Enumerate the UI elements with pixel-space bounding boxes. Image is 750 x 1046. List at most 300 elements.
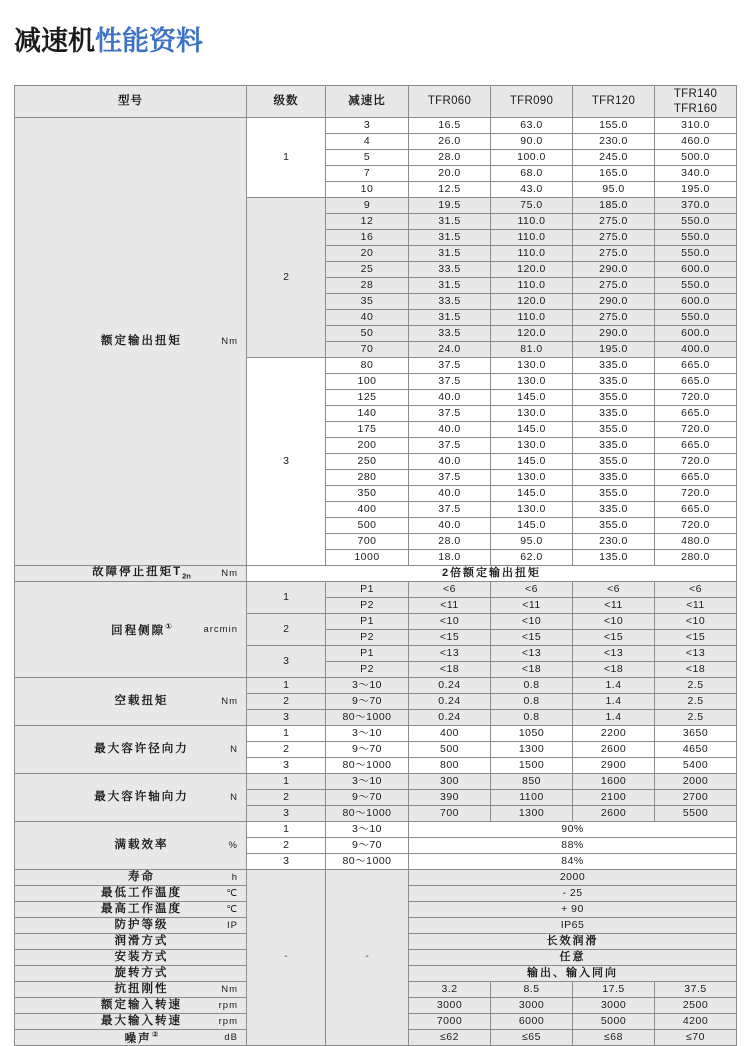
ratio-cell: 80～1000 [326,806,409,822]
value-cell: 145.0 [491,486,573,502]
value-cell: 460.0 [655,134,737,150]
value-cell: <10 [573,614,655,630]
value-cell: 17.5 [573,982,655,998]
value-cell: <6 [655,582,737,598]
value-cell: 135.0 [573,550,655,566]
value-cell: 500 [409,742,491,758]
table-header-row [15,86,737,118]
ratio-cell: 250 [326,454,409,470]
ratio-cell: 200 [326,438,409,454]
ratio-cell: 4 [326,134,409,150]
value-cell: 130.0 [491,374,573,390]
value-cell: 16.5 [409,118,491,134]
value-cell-merged: + 90 [409,902,737,918]
value-cell: <10 [655,614,737,630]
row-unit: Nm [221,695,238,707]
header-ratio: 减速比 [326,86,409,118]
value-cell: 290.0 [573,326,655,342]
row-label-text: 噪声② [124,1029,159,1045]
row-unit: arcmin [203,623,238,635]
value-cell-merged: 长效润滑 [409,934,737,950]
value-cell: 145.0 [491,422,573,438]
value-cell: 0.8 [491,678,573,694]
value-cell-merged: 84% [409,854,737,870]
value-cell: <6 [491,582,573,598]
value-cell: 335.0 [573,374,655,390]
row-unit: Nm [221,983,238,995]
grade-cell: P2 [326,662,409,678]
header-model-col-2: TFR090 [491,86,573,118]
value-cell: 800 [409,758,491,774]
table-row [15,822,737,838]
value-cell: 2500 [655,998,737,1014]
row-label-润滑方式 [15,934,247,950]
row-label-text: 回程侧隙① [111,621,172,637]
ratio-cell: 80～1000 [326,758,409,774]
value-cell: 33.5 [409,262,491,278]
header-model: 型号 [15,86,247,118]
stage-cell: 3 [247,710,326,726]
row-unit: rpm [218,999,238,1011]
value-cell: 4200 [655,1014,737,1030]
value-cell: 195.0 [573,342,655,358]
stage-cell: 2 [247,198,326,358]
value-cell: 665.0 [655,502,737,518]
value-cell: 110.0 [491,278,573,294]
grade-cell: P2 [326,598,409,614]
ratio-cell: 20 [326,246,409,262]
value-cell: <18 [655,662,737,678]
ratio-cell: 80～1000 [326,710,409,726]
value-cell: 700 [409,806,491,822]
value-cell: 290.0 [573,294,655,310]
value-cell-merged: IP65 [409,918,737,934]
value-cell: ≤65 [491,1030,573,1046]
value-cell: 400.0 [655,342,737,358]
stage-cell-placeholder: - [247,870,326,1046]
row-unit: % [228,839,238,851]
value-cell: 600.0 [655,294,737,310]
ratio-cell: 3～10 [326,774,409,790]
table-row [15,678,737,694]
value-cell: 2200 [573,726,655,742]
value-cell: 2700 [655,790,737,806]
value-cell: <6 [573,582,655,598]
ratio-cell: 50 [326,326,409,342]
ratio-cell: 10 [326,182,409,198]
value-cell: 355.0 [573,422,655,438]
ratio-cell: 16 [326,230,409,246]
grade-cell: P2 [326,630,409,646]
value-cell: 1600 [573,774,655,790]
value-cell: <15 [573,630,655,646]
row-label-防护等级 [15,918,247,934]
ratio-cell: 3～10 [326,822,409,838]
value-cell: 1300 [491,806,573,822]
header-model-col-3: TFR120 [573,86,655,118]
value-cell: 275.0 [573,310,655,326]
stage-cell: 3 [247,758,326,774]
row-unit: rpm [218,1015,238,1027]
value-cell: 4650 [655,742,737,758]
value-cell: 62.0 [491,550,573,566]
value-cell: 3000 [573,998,655,1014]
value-cell: 355.0 [573,390,655,406]
ratio-cell: 9～70 [326,838,409,854]
row-label-max-axial-force [15,774,247,822]
value-cell: 275.0 [573,246,655,262]
value-cell: <18 [491,662,573,678]
stage-cell: 1 [247,822,326,838]
stage-cell: 1 [247,118,326,198]
value-cell: 720.0 [655,454,737,470]
ratio-cell: 700 [326,534,409,550]
value-cell: 145.0 [491,454,573,470]
value-cell: 335.0 [573,438,655,454]
table-row [15,582,737,598]
ratio-cell: 400 [326,502,409,518]
value-cell: 37.5 [409,406,491,422]
value-cell: 0.8 [491,694,573,710]
value-cell: 310.0 [655,118,737,134]
value-cell: 275.0 [573,214,655,230]
value-cell: <11 [655,598,737,614]
value-cell: 95.0 [491,534,573,550]
value-cell: 230.0 [573,134,655,150]
ratio-cell: 9～70 [326,694,409,710]
ratio-cell: 9～70 [326,790,409,806]
value-cell: 31.5 [409,230,491,246]
value-cell: 2.5 [655,678,737,694]
value-cell: 31.5 [409,278,491,294]
value-cell: <11 [491,598,573,614]
row-label-full-load-efficiency [15,822,247,870]
value-cell: 1500 [491,758,573,774]
row-unit: N [230,791,238,803]
value-cell: 8.5 [491,982,573,998]
value-cell: 37.5 [409,358,491,374]
value-cell: 6000 [491,1014,573,1030]
value-cell: 110.0 [491,214,573,230]
value-cell: 3000 [409,998,491,1014]
value-cell: 2600 [573,742,655,758]
value-cell: 81.0 [491,342,573,358]
value-cell: 40.0 [409,454,491,470]
row-label-旋转方式 [15,966,247,982]
page-title [14,28,203,55]
value-cell: 37.5 [409,374,491,390]
value-cell: 100.0 [491,150,573,166]
value-cell: 120.0 [491,326,573,342]
ratio-cell: 40 [326,310,409,326]
ratio-cell: 3～10 [326,678,409,694]
value-cell: 400 [409,726,491,742]
value-cell: 500.0 [655,150,737,166]
value-cell: 145.0 [491,518,573,534]
value-cell: <15 [491,630,573,646]
value-cell: 130.0 [491,406,573,422]
row-label-抗扭刚性 [15,982,247,998]
value-cell: 5500 [655,806,737,822]
value-cell: 20.0 [409,166,491,182]
value-cell: <10 [491,614,573,630]
value-cell: <13 [573,646,655,662]
grade-cell: P1 [326,614,409,630]
value-cell: 600.0 [655,262,737,278]
page-title-primary: 减速机 [14,26,95,56]
value-cell: 43.0 [491,182,573,198]
value-cell: 1050 [491,726,573,742]
value-cell: 37.5 [409,470,491,486]
value-cell: 155.0 [573,118,655,134]
value-cell: 3650 [655,726,737,742]
row-label-寿命 [15,870,247,886]
ratio-cell: 80 [326,358,409,374]
header-model-col-4: TFR140 TFR160 [655,86,737,118]
value-cell: 0.24 [409,710,491,726]
row-label-噪声 [15,1030,247,1046]
value-cell: 335.0 [573,502,655,518]
row-label-no-load-torque [15,678,247,726]
value-cell: <10 [409,614,491,630]
row-label-max-radial-force [15,726,247,774]
value-cell: 68.0 [491,166,573,182]
ratio-cell: 80～1000 [326,854,409,870]
value-cell: 665.0 [655,374,737,390]
stage-cell: 1 [247,774,326,790]
value-cell: 130.0 [491,470,573,486]
table-row [15,566,737,582]
value-cell: 37.5 [409,438,491,454]
ratio-cell: 25 [326,262,409,278]
row-label-额定输入转速 [15,998,247,1014]
value-cell: 1100 [491,790,573,806]
row-label-backlash [15,582,247,678]
ratio-cell: 3 [326,118,409,134]
row-unit: IP [227,919,238,931]
value-cell: 550.0 [655,310,737,326]
value-cell: <6 [409,582,491,598]
value-cell: 37.5 [655,982,737,998]
ratio-cell: 175 [326,422,409,438]
stage-cell: 1 [247,582,326,614]
value-cell: 185.0 [573,198,655,214]
ratio-cell: 70 [326,342,409,358]
value-cell: <13 [655,646,737,662]
ratio-cell: 1000 [326,550,409,566]
ratio-cell: 9～70 [326,742,409,758]
value-cell-merged: 2倍额定输出扭矩 [247,566,737,582]
row-label-最高工作温度 [15,902,247,918]
grade-cell: P1 [326,646,409,662]
ratio-cell: 140 [326,406,409,422]
value-cell: 12.5 [409,182,491,198]
header-model-col-1: TFR060 [409,86,491,118]
value-cell: 110.0 [491,310,573,326]
stage-cell: 2 [247,838,326,854]
value-cell: 28.0 [409,534,491,550]
ratio-cell: 35 [326,294,409,310]
ratio-cell-placeholder: - [326,870,409,1046]
value-cell: 40.0 [409,486,491,502]
row-unit: Nm [221,335,238,347]
value-cell-merged: 输出、输入同向 [409,966,737,982]
value-cell: 550.0 [655,230,737,246]
ratio-cell: 350 [326,486,409,502]
row-unit: ℃ [226,903,238,915]
value-cell: <18 [409,662,491,678]
row-label-text: 寿命 [128,871,155,884]
value-cell-merged: 90% [409,822,737,838]
value-cell: 355.0 [573,518,655,534]
value-cell: 40.0 [409,390,491,406]
value-cell: <11 [409,598,491,614]
value-cell: 720.0 [655,518,737,534]
value-cell-merged: 2000 [409,870,737,886]
value-cell: 665.0 [655,438,737,454]
stage-cell: 1 [247,678,326,694]
value-cell: 19.5 [409,198,491,214]
value-cell: 390 [409,790,491,806]
row-label-text: 旋转方式 [114,967,169,980]
value-cell: 5400 [655,758,737,774]
stage-cell: 2 [247,790,326,806]
value-cell: 280.0 [655,550,737,566]
row-label-emergency-stop-torque [15,566,247,582]
row-label-text: 安装方式 [114,951,169,964]
row-label-text: 额定输入转速 [101,999,182,1012]
value-cell: 31.5 [409,214,491,230]
value-cell: 1300 [491,742,573,758]
value-cell: 40.0 [409,422,491,438]
row-label-text: 最高工作温度 [101,903,182,916]
value-cell: 33.5 [409,294,491,310]
value-cell: 31.5 [409,246,491,262]
value-cell: 550.0 [655,278,737,294]
ratio-cell: 500 [326,518,409,534]
value-cell: <13 [409,646,491,662]
value-cell: 33.5 [409,326,491,342]
value-cell: 195.0 [655,182,737,198]
value-cell: ≤70 [655,1030,737,1046]
ratio-cell: 7 [326,166,409,182]
stage-cell: 2 [247,694,326,710]
stage-cell: 1 [247,726,326,742]
value-cell: ≤62 [409,1030,491,1046]
row-unit: h [231,871,238,883]
gearbox-spec-table [14,85,737,1046]
value-cell: 355.0 [573,486,655,502]
value-cell: 550.0 [655,246,737,262]
value-cell: 355.0 [573,454,655,470]
value-cell: 165.0 [573,166,655,182]
value-cell: 63.0 [491,118,573,134]
row-label-text: 满载效率 [114,839,169,852]
value-cell: 335.0 [573,470,655,486]
value-cell: 335.0 [573,358,655,374]
ratio-cell: 5 [326,150,409,166]
value-cell: 40.0 [409,518,491,534]
value-cell: <15 [655,630,737,646]
ratio-cell: 28 [326,278,409,294]
value-cell: 1.4 [573,710,655,726]
row-label-text: 最大输入转速 [101,1015,182,1028]
value-cell: 600.0 [655,326,737,342]
grade-cell: P1 [326,582,409,598]
ratio-cell: 280 [326,470,409,486]
value-cell: 665.0 [655,358,737,374]
value-cell: 850 [491,774,573,790]
value-cell: 290.0 [573,262,655,278]
value-cell: 90.0 [491,134,573,150]
row-label-最大输入转速 [15,1014,247,1030]
row-label-text: 额定输出扭矩 [101,335,182,348]
ratio-cell: 125 [326,390,409,406]
value-cell: 120.0 [491,294,573,310]
row-unit: ℃ [226,887,238,899]
value-cell: 130.0 [491,502,573,518]
value-cell: 95.0 [573,182,655,198]
value-cell: 110.0 [491,246,573,262]
stage-cell: 3 [247,358,326,566]
row-label-text: 润滑方式 [114,935,169,948]
row-label-最低工作温度 [15,886,247,902]
value-cell: 720.0 [655,422,737,438]
table-body [15,86,737,1046]
value-cell: 0.8 [491,710,573,726]
ratio-cell: 12 [326,214,409,230]
value-cell: <15 [409,630,491,646]
row-label-rated-output-torque [15,118,247,566]
value-cell: 3.2 [409,982,491,998]
table-row [15,774,737,790]
row-label-text: 故障停止扭矩$T_{2n}$ [92,566,191,581]
value-cell: 0.24 [409,678,491,694]
value-cell: 2.5 [655,694,737,710]
header-stages: 级数 [247,86,326,118]
value-cell-merged: 88% [409,838,737,854]
value-cell: <11 [573,598,655,614]
value-cell: 145.0 [491,390,573,406]
value-cell: 2600 [573,806,655,822]
row-label-text: 防护等级 [114,919,169,932]
value-cell: 480.0 [655,534,737,550]
value-cell: 0.24 [409,694,491,710]
value-cell: 26.0 [409,134,491,150]
row-unit: Nm [221,567,238,579]
value-cell: 335.0 [573,406,655,422]
value-cell: 1.4 [573,678,655,694]
value-cell: 1.4 [573,694,655,710]
row-label-text: 最大容许径向力 [94,743,189,756]
row-unit: N [230,743,238,755]
ratio-cell: 100 [326,374,409,390]
value-cell: 110.0 [491,230,573,246]
value-cell: 2900 [573,758,655,774]
value-cell: 300 [409,774,491,790]
row-label-text: 最低工作温度 [101,887,182,900]
row-label-text: 抗扭刚性 [114,983,169,996]
value-cell: 2.5 [655,710,737,726]
value-cell: ≤68 [573,1030,655,1046]
table-row [15,118,737,134]
value-cell: 3000 [491,998,573,1014]
stage-cell: 3 [247,646,326,678]
row-label-安装方式 [15,950,247,966]
value-cell: 130.0 [491,358,573,374]
value-cell: <18 [573,662,655,678]
value-cell: 275.0 [573,278,655,294]
